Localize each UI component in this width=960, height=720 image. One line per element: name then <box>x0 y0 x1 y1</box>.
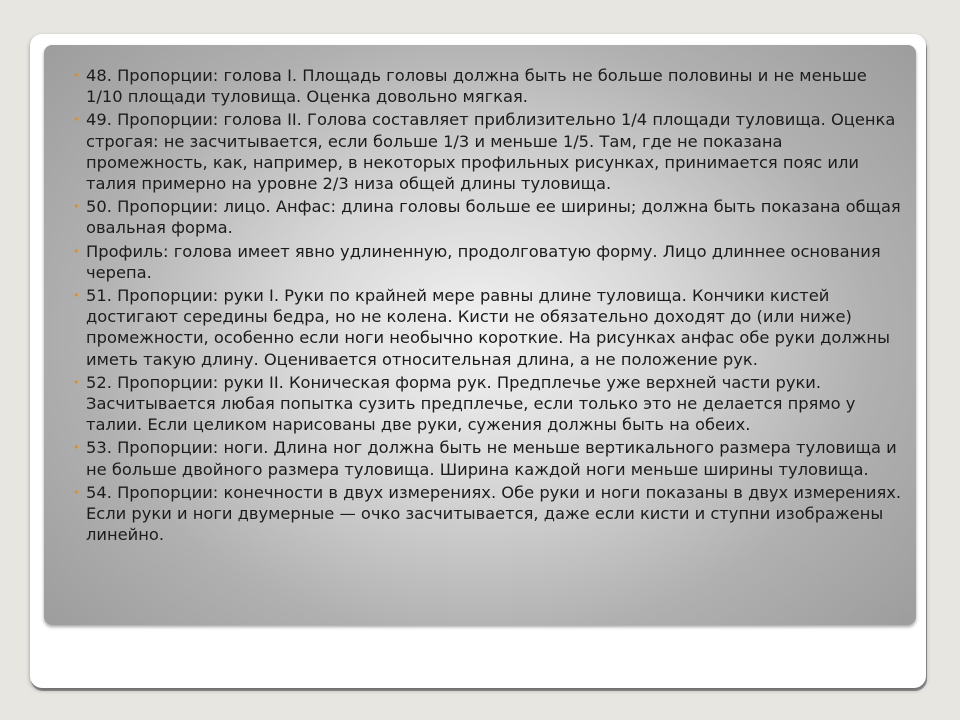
bullet-text: Профиль: голова имеет явно удлиненную, продолговатую форму. Лицо длиннее основания черепа. <box>86 241 881 282</box>
bullet-text: 51. Пропорции: руки I. Руки по крайней мере равны длине туловища. Кончики кистей достигают середины бедра, но не колена. Кисти не обязательно доходят до (или ниже) промежности, особенно если ноги необычно короткие. На рисунках анфас обе руки должны иметь такую длину. Оценивается относительная длина, а не положение рук. <box>86 286 890 369</box>
list-item <box>73 482 906 546</box>
bullet-list <box>73 65 906 547</box>
content-panel <box>44 45 916 625</box>
bullet-dot-icon: • <box>73 289 80 303</box>
bullet-dot-icon: • <box>73 375 80 389</box>
list-item <box>73 65 906 107</box>
bullet-text: 53. Пропорции: ноги. Длина ног должна быть не меньше вертикального размера туловища и не больше двойного размера туловища. Ширина каждой ноги меньше ширины туловища. <box>86 438 897 479</box>
bullet-dot-icon: • <box>73 113 80 127</box>
bullet-text: 54. Пропорции: конечности в двух измерениях. Обе руки и ноги показаны в двух измерениях. Если руки и ноги двумерные — очко засчитывается, даже если кисти и ступни изображены линейно. <box>86 482 902 545</box>
bullet-text: 49. Пропорции: голова II. Голова составляет приблизительно 1/4 площади туловища. Оценка строгая: не засчитывается, если больше 1/3 и меньше 1/5. Там, где не показана промежность, как, например, в некоторых профильных рисунках, принимается пояс или талия примерно на уровне 2/3 низа общей длины туловища. <box>86 110 896 194</box>
bullet-text: 48. Пропорции: голова I. Площадь головы должна быть не больше половины и не меньше 1/10 площади туловища. Оценка довольно мягкая. <box>86 66 867 107</box>
list-item <box>73 372 906 436</box>
bullet-dot-icon: • <box>73 485 80 499</box>
bullet-dot-icon: • <box>73 441 80 455</box>
bullet-text: 50. Пропорции: лицо. Анфас: длина головы больше ее ширины; должна быть показана общая овальная форма. <box>86 197 901 238</box>
bullet-dot-icon: • <box>73 244 80 258</box>
bullet-dot-icon: • <box>73 69 80 82</box>
list-item <box>73 109 906 194</box>
bullet-text: 52. Пропорции: руки II. Коническая форма рук. Предплечье уже верхней части руки. Засчитывается любая попытка сузить предплечье, если только это не делается прямо у талии. Если целиком нарисованы две руки, сужения должны быть на обеих. <box>86 372 856 435</box>
list-item <box>73 241 906 283</box>
list-item <box>73 196 906 238</box>
list-item <box>73 437 906 479</box>
list-item <box>73 285 906 370</box>
bullet-dot-icon: • <box>73 200 80 214</box>
